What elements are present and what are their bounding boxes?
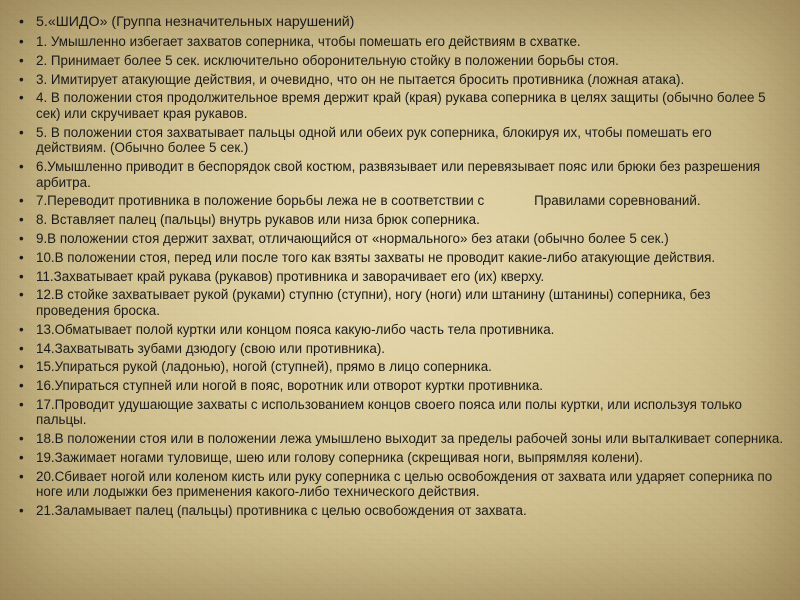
list-item <box>16 231 784 247</box>
bullet-icon: • <box>19 193 24 209</box>
rule-text: 9.В положении стоя держит захват, отличающийся от «нормального» без атаки (обычно более 5 сек.) <box>36 231 669 247</box>
list-item <box>16 287 784 318</box>
bullet-icon: • <box>19 287 24 303</box>
list-item <box>16 250 784 266</box>
rule-text: 20.Сбивает ногой или коленом кисть или руку соперника с целью освобождения от захвата или ударяет соперника по ноге или лодыжки без применения какого-либо технического действия. <box>36 468 773 500</box>
bullet-icon: • <box>19 503 24 519</box>
bullet-icon: • <box>19 359 24 375</box>
bullet-icon: • <box>19 231 24 247</box>
rule-text: 13.Обматывает полой куртки или концом пояса какую-либо часть тела противника. <box>36 321 555 337</box>
bullet-icon: • <box>19 124 24 140</box>
list-item <box>16 322 784 338</box>
bullet-icon: • <box>19 268 24 284</box>
bullet-icon: • <box>19 159 24 175</box>
bullet-icon: • <box>19 378 24 394</box>
bullet-icon: • <box>19 468 24 484</box>
list-title <box>16 14 784 30</box>
bullet-icon: • <box>19 396 24 412</box>
rule-text: 19.Зажимает ногами туловище, шею или голову соперника (скрещивая ноги, выпрямляя колени). <box>36 450 643 466</box>
bullet-icon: • <box>19 90 24 106</box>
bullet-icon: • <box>19 71 24 87</box>
rule-text: 18.В положении стоя или в положении лежа умышлено выходит за пределы рабочей зоны или выталкивает соперника. <box>36 431 784 447</box>
list-item <box>16 503 784 519</box>
bullet-icon: • <box>19 52 24 68</box>
rule-text: 17.Проводит удушающие захваты с использованием концов своего пояса или полы куртки, или используя только пальцы. <box>36 396 743 428</box>
list-item <box>16 269 784 285</box>
rule-text-part1: 7.Переводит противника в положение борьбы лежа не в соответствии с <box>36 193 485 209</box>
rule-text: 14.Захватывать зубами дзюдогу (свою или противника). <box>36 340 386 356</box>
rule-text: 1. Умышленно избегает захватов соперника, чтобы помешать его действиям в схватке. <box>36 34 581 49</box>
rule-text: 3. Имитирует атакующие действия, и очевидно, что он не пытается бросить противника (ложная атака). <box>36 71 685 87</box>
rule-text: 8. Вставляет палец (пальцы) внутрь рукавов или низа брюк соперника. <box>36 212 480 228</box>
rules-list <box>16 14 784 519</box>
list-item <box>16 193 784 209</box>
rule-text: 6.Умышленно приводит в беспорядок свой костюм, развязывает или перевязывает пояс или брюки без разрешения арбитра. <box>36 159 761 190</box>
bullet-icon: • <box>19 431 24 447</box>
rule-text: 5. В положении стоя захватывает пальцы одной или обеих рук соперника, блокируя их, чтобы помешать его действиям. (Обычно более 5 сек.) <box>36 124 712 156</box>
list-item <box>16 72 784 88</box>
bullet-icon: • <box>19 450 24 466</box>
rule-text: 21.Заламывает палец (пальцы) противника с целью освобождения от захвата. <box>36 503 527 519</box>
rule-text: 10.В положении стоя, перед или после того как взяты захваты не проводит какие-либо атакующие действия. <box>36 249 716 265</box>
list-item <box>16 450 784 466</box>
slide-content <box>16 14 784 522</box>
rule-text: 15.Упираться рукой (ладонью), ногой (ступней), прямо в лицо соперника. <box>36 359 492 375</box>
bullet-icon: • <box>19 34 24 49</box>
list-item <box>16 378 784 394</box>
list-item <box>16 469 784 500</box>
list-item <box>16 53 784 69</box>
rule-text: 12.В стойке захватывает рукой (руками) ступню (ступни), ногу (ноги) или штанину (штанины) соперника, без проведения броска. <box>36 287 711 318</box>
bullet-icon: • <box>19 249 24 265</box>
rule-text: 2. Принимает более 5 сек. исключительно оборонительную стойку в положении борьбы стоя. <box>36 52 619 68</box>
bullet-icon: • <box>19 212 24 228</box>
rule-text: 16.Упираться ступней или ногой в пояс, воротник или отворот куртки противника. <box>36 378 543 394</box>
list-item <box>16 397 784 428</box>
list-item <box>16 341 784 357</box>
list-item <box>16 159 784 190</box>
rule-text: 11.Захватывает край рукава (рукавов) противника и заворачивает его (их) кверху. <box>36 268 545 284</box>
bullet-icon: • <box>19 321 24 337</box>
bullet-icon: • <box>19 14 24 30</box>
rule-text: 4. В положении стоя продолжительное время держит край (края) рукава соперника в целях защиты (обычно более 5 сек) или скручивает края рукавов. <box>36 90 766 121</box>
list-item <box>16 90 784 121</box>
rule-text-part2: Правилами соревнований. <box>534 193 701 209</box>
title-text: 5.«ШИДО» (Группа незначительных нарушений) <box>36 14 355 30</box>
list-item <box>16 359 784 375</box>
list-item <box>16 34 784 50</box>
list-item <box>16 212 784 228</box>
bullet-icon: • <box>19 340 24 356</box>
list-item <box>16 125 784 156</box>
list-item <box>16 431 784 447</box>
